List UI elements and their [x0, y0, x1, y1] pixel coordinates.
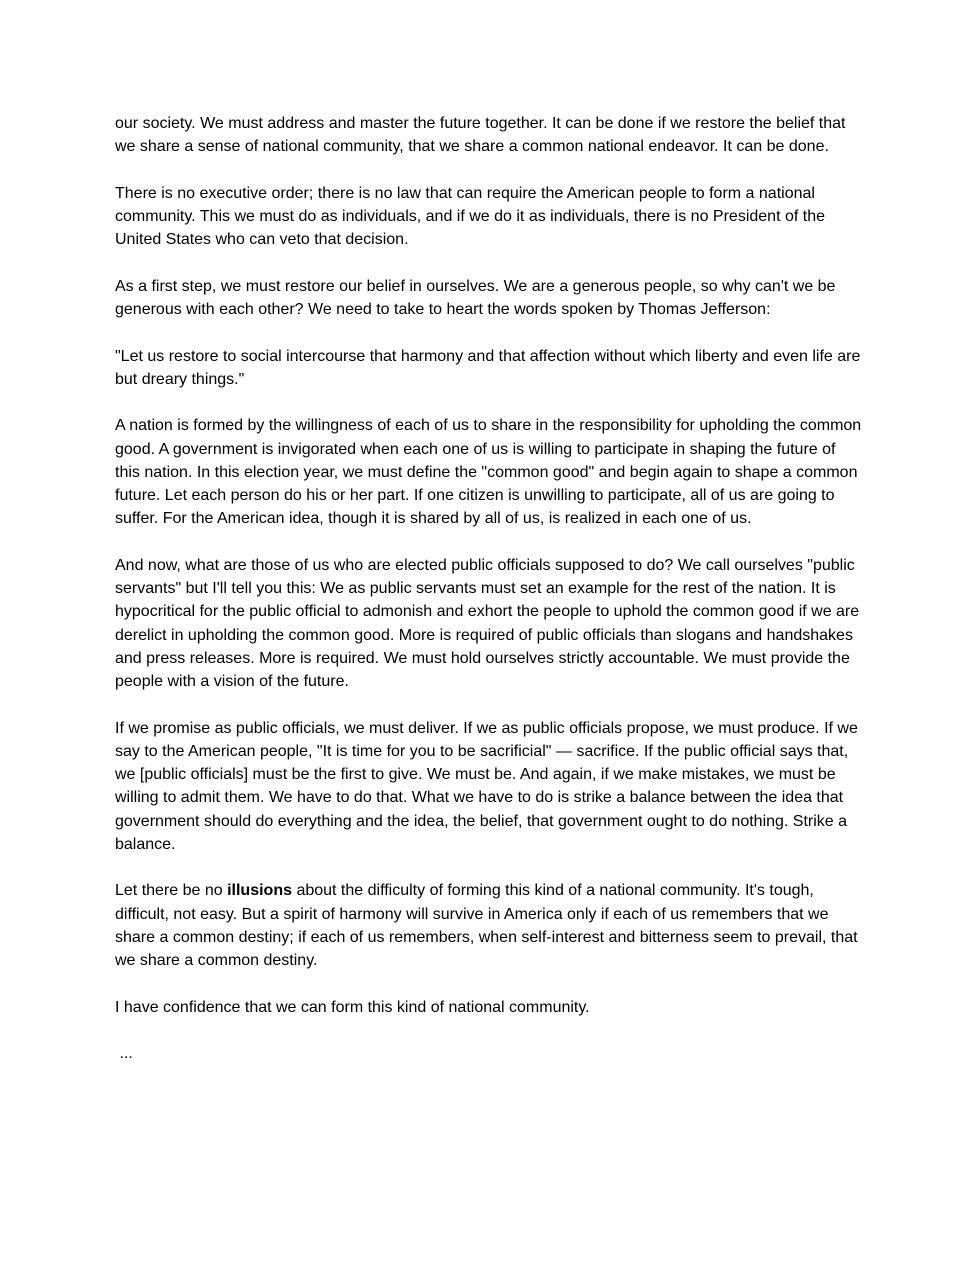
paragraph [115, 879, 863, 972]
paragraph [115, 414, 866, 530]
text-segment: "Let us restore to social intercourse that harmony and that affection without which liberty and even life are but dreary things." [115, 347, 865, 388]
text-segment: ... [115, 1045, 133, 1062]
paragraph [115, 1042, 863, 1065]
text-segment: our society. We must address and master the future together. It can be done if we restore the belief that we share a sense of national community, that we share a common national endeavor. It can be done. [115, 115, 850, 156]
paragraph [115, 554, 863, 694]
text-segment: I have confidence that we can form this kind of national community. [115, 998, 590, 1016]
text-segment: Let there be no [115, 882, 228, 900]
paragraph [115, 996, 863, 1019]
document-body[interactable] [115, 112, 866, 1065]
paragraph [115, 112, 863, 159]
text-segment: There is no executive order; there is no law that can require the American people to form a national community. This we must do as individuals, and if we do it as individuals, there is no President of the United States who can veto that decision. [115, 184, 830, 249]
paragraph [115, 345, 863, 392]
paragraph [115, 182, 863, 252]
paragraph [115, 275, 863, 322]
paragraph [115, 717, 863, 857]
text-segment: If we promise as public officials, we must deliver. If we as public officials propose, we must produce. If we say to the American people, "It is time for you to be sacrificial" — sacrifice. If the public official says that, we [public officials] must be the first to give. We must be. And again, if we make mistakes, we must be willing to admit them. We have to do that. What we have to do is strike a balance between the idea that government should do everything and the idea, the belief, that government ought to do nothing. Strike a balance. [115, 719, 863, 853]
text-segment: A nation is formed by the willingness of each of us to share in the responsibility for upholding the common good. A government is invigorated when each one of us is willing to participate in shaping the future of this nation. In this election year, we must define the "common good" and begin again to shape a common future. Let each person do his or her part. If one citizen is unwilling to participate, all of us are going to suffer. For the American idea, though it is shared by all of us, is realized in each one of us. [115, 417, 866, 528]
text-segment: And now, what are those of us who are elected public officials supposed to do? We call ourselves "public servants" but I'll tell you this: We as public servants must set an example for the rest of the nation. It is hypocritical for the public official to admonish and exhort the people to uphold the common good if we are derelict in upholding the common good. More is required of public officials than slogans and handshakes and press releases. More is required. We must hold ourselves strictly accountable. We must provide the people with a vision of the future. [115, 556, 864, 690]
text-segment: about the difficulty of forming this kind of a national community. It's tough, difficult, not easy. But a spirit of harmony will survive in America only if each of us remembers that we share a common destiny; if each of us remembers, when self-interest and bitterness seem to prevail, that we share a common destiny. [115, 882, 863, 969]
bold-text-segment: illusions [227, 882, 292, 900]
text-segment: As a first step, we must restore our belief in ourselves. We are a generous people, so why can't we be generous with each other? We need to take to heart the words spoken by Thomas Jefferson: [115, 277, 840, 318]
